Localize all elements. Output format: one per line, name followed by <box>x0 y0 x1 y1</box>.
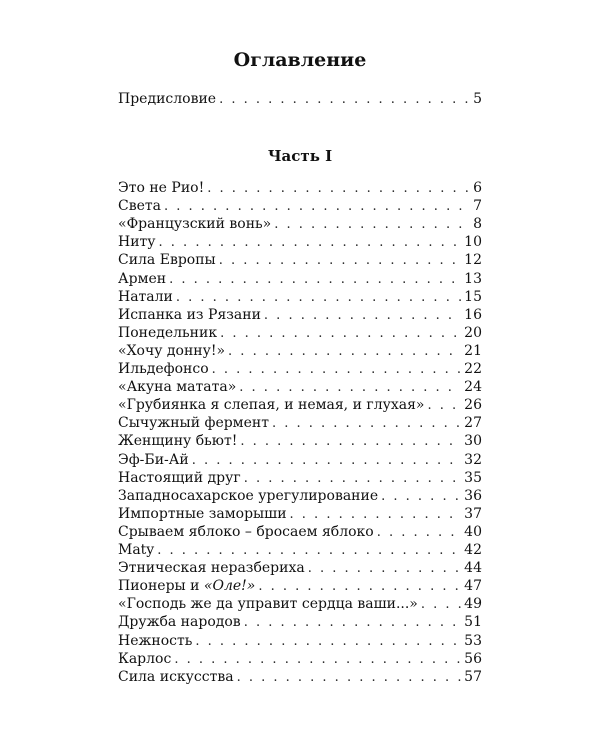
toc-entry-label: «Акуна матата» <box>118 379 237 396</box>
toc-entry <box>118 632 482 650</box>
dot-leader <box>228 343 461 361</box>
toc-entry <box>118 523 482 541</box>
dot-leader <box>240 433 461 451</box>
toc-entry <box>118 541 482 559</box>
toc-entry <box>118 215 482 233</box>
toc-entry-label: «Грубиянка я слепая, и немая, и глухая» <box>118 397 425 414</box>
toc-entry-label: Это не Рио! <box>118 180 205 196</box>
toc-entry <box>118 451 482 469</box>
dot-leader <box>244 614 461 632</box>
toc-entry-page: 20 <box>464 324 482 341</box>
dot-leader <box>212 361 462 379</box>
toc-entry-page: 15 <box>464 288 482 305</box>
dot-leader <box>195 633 461 651</box>
toc-entry-page: 22 <box>464 361 482 377</box>
dot-leader <box>377 524 461 542</box>
toc-entry-page: 56 <box>464 650 482 667</box>
toc-entry-page: 35 <box>464 469 482 486</box>
toc-entry-label: Сила Европы <box>118 252 216 269</box>
toc-entry-label: Понедельник <box>118 324 218 341</box>
toc-entry-label: Maty <box>118 542 155 558</box>
part-heading: Часть I <box>267 147 333 165</box>
toc-entry-label: Испанка из Рязани <box>118 306 261 323</box>
toc-entry-label: Натали <box>118 288 173 305</box>
toc-entry-label: Западносахарское урегулирование <box>118 487 379 504</box>
toc-entry-page: 26 <box>464 397 482 414</box>
toc-entry-label: Этническая неразбериха <box>118 560 305 577</box>
dot-leader <box>290 506 462 524</box>
toc-entry <box>118 360 482 378</box>
toc-entry <box>118 288 482 306</box>
dot-leader <box>239 379 461 397</box>
dot-leader <box>169 271 461 289</box>
toc-entry-page: 8 <box>473 216 482 233</box>
toc-entry-page: 36 <box>464 487 482 504</box>
dot-leader <box>381 488 461 506</box>
toc-entry-label: Карлос <box>118 650 172 667</box>
dot-leader <box>157 542 461 560</box>
toc-entry-label: Срываем яблоко – бросаем яблоко <box>118 523 374 540</box>
dot-leader <box>421 596 461 614</box>
dot-leader <box>164 198 470 216</box>
toc-entry-label-italic: «Оле!» <box>203 578 256 595</box>
toc-entry <box>118 487 482 505</box>
dot-leader <box>308 560 461 578</box>
dot-leader <box>220 325 461 343</box>
toc-entry <box>118 342 482 360</box>
toc-entry-label: Настоящий друг <box>118 469 241 486</box>
page-title: Оглавление <box>233 49 367 71</box>
toc-entry-label: Предисловие <box>118 91 217 107</box>
toc-entry-page: 13 <box>464 270 482 287</box>
toc-entry-page: 30 <box>464 433 482 450</box>
toc-entry-page: 24 <box>464 379 482 396</box>
toc-entry <box>118 469 482 487</box>
toc-entry-page: 53 <box>464 632 482 649</box>
toc-entry <box>118 505 482 523</box>
toc-entry <box>118 233 482 251</box>
toc-entry <box>118 595 482 613</box>
toc-entry-label: Ильдефонсо <box>118 361 209 377</box>
toc-entry-page: 40 <box>464 523 482 540</box>
toc-entry-page: 27 <box>464 415 482 432</box>
toc-entry-label: Импортные заморыши <box>118 505 287 522</box>
toc-entry-label: Пионеры и «Оле!» <box>118 578 256 595</box>
toc-entry-page: 7 <box>473 198 482 215</box>
toc-entry-page: 12 <box>464 252 482 269</box>
toc-entry-page: 32 <box>464 451 482 468</box>
toc-entry-label: Ниту <box>118 234 156 251</box>
toc-entry <box>118 270 482 288</box>
toc-entry <box>118 251 482 269</box>
dot-leader <box>174 651 461 669</box>
toc-entry <box>118 179 482 197</box>
dot-leader <box>237 669 462 687</box>
toc-entry-preface <box>118 90 482 108</box>
toc-entry-page: 5 <box>473 91 482 107</box>
dot-leader <box>274 216 470 234</box>
toc-entry <box>118 324 482 342</box>
dot-leader <box>219 252 461 270</box>
toc-entry-label: Сила искусства <box>118 668 234 685</box>
toc-entry-page: 47 <box>464 578 482 595</box>
dot-leader <box>258 578 461 596</box>
toc-entry-page: 44 <box>464 560 482 577</box>
toc-entry-label: Армен <box>118 270 167 287</box>
toc-entry <box>118 432 482 450</box>
toc-entry <box>118 197 482 215</box>
dot-leader <box>272 415 461 433</box>
toc-entry <box>118 577 482 595</box>
dot-leader <box>192 452 461 470</box>
toc-entry <box>118 559 482 577</box>
toc-entry-label: Нежность <box>118 632 193 649</box>
dot-leader <box>264 307 461 325</box>
toc-entry-label: Дружба народов <box>118 614 241 631</box>
toc-entry-label: Сычужный фермент <box>118 415 269 432</box>
toc-entry <box>118 613 482 631</box>
toc-entry <box>118 396 482 414</box>
toc-entry-page: 42 <box>464 542 482 558</box>
toc-entry-page: 37 <box>464 505 482 522</box>
toc-entry-page: 49 <box>464 596 482 613</box>
toc-entry-label: «Господь же да управит сердца ваши...» <box>118 596 418 613</box>
toc-entry-page: 51 <box>464 614 482 631</box>
dot-leader <box>176 289 461 307</box>
dot-leader <box>219 91 470 109</box>
dot-leader <box>244 470 461 488</box>
toc-entry-label: «Хочу донну!» <box>118 342 226 359</box>
toc-entry-page: 21 <box>464 342 482 359</box>
dot-leader <box>427 397 461 415</box>
toc-entry-page: 16 <box>464 306 482 323</box>
toc-entry <box>118 668 482 686</box>
toc-entry <box>118 414 482 432</box>
toc-entry-label: Женщину бьют! <box>118 433 238 450</box>
toc-entry <box>118 378 482 396</box>
dot-leader <box>159 234 462 252</box>
toc-entry-label: Эф-Би-Ай <box>118 451 189 468</box>
toc-entry-label: Света <box>118 198 161 215</box>
toc-entry-page: 10 <box>464 234 482 251</box>
toc-entry-page: 6 <box>473 180 482 196</box>
toc-entry-page: 57 <box>464 668 482 685</box>
toc-entry-label: «Французский вонь» <box>118 216 272 233</box>
dot-leader <box>207 180 470 198</box>
toc-entry <box>118 650 482 668</box>
toc-entry <box>118 306 482 324</box>
